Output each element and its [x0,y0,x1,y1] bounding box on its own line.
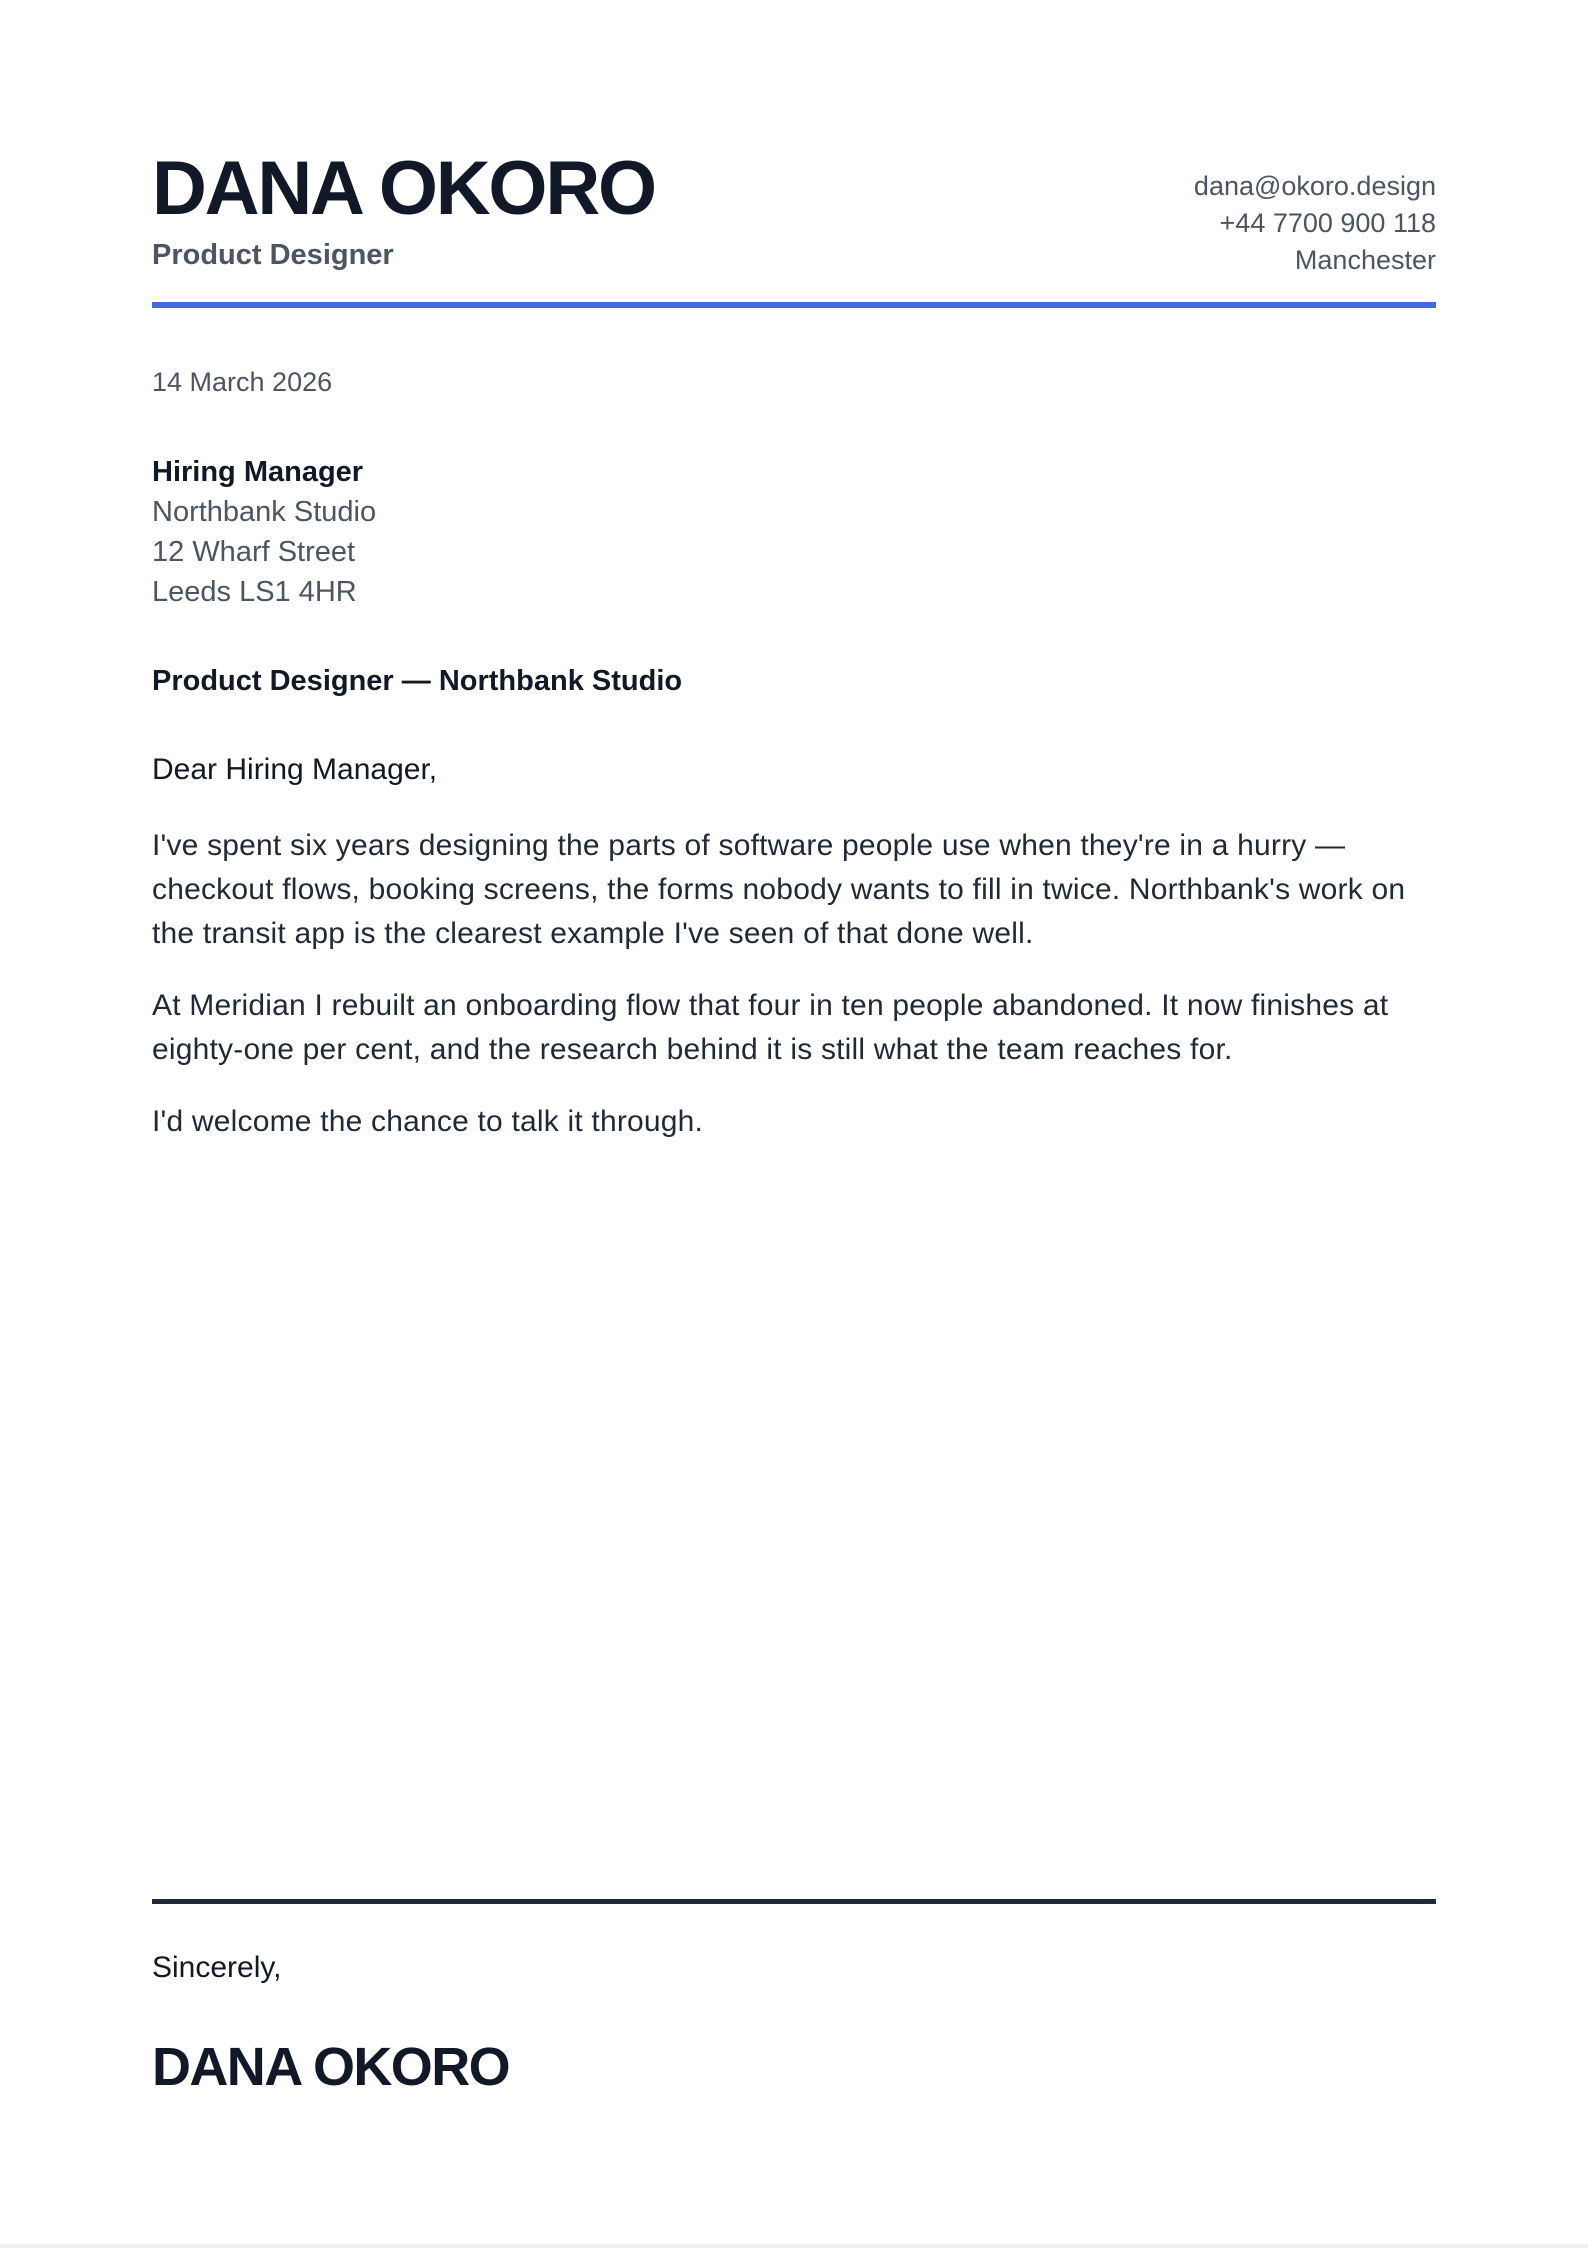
sender-name: DANA OKORO [152,146,655,231]
recipient-company: Northbank Studio [152,496,377,528]
contact-email: dana@okoro.design [1193,171,1436,201]
page-bottom-edge [0,2244,1588,2248]
letter-body [152,824,1436,1172]
closing: Sincerely, [152,1951,282,1984]
recipient-name: Hiring Manager [152,456,364,488]
header-accent-rule [152,302,1436,308]
signature-name: DANA OKORO [152,2037,509,2097]
body-paragraph: At Meridian I rebuilt an onboarding flow that four in ten people abandoned. It now finishes at eighty-one per cent, and the research behind it is still what the team reaches for. [152,989,1389,1066]
letter-date: 14 March 2026 [152,367,333,397]
footer-divider-rule [152,1899,1436,1904]
contact-phone: +44 7700 900 118 [1219,208,1436,238]
salutation: Dear Hiring Manager, [152,753,438,786]
body-paragraph: I'd welcome the chance to talk it through. [152,1105,704,1138]
recipient-street: 12 Wharf Street [152,536,356,568]
subject-line: Product Designer — Northbank Studio [152,665,683,697]
contact-block [1194,168,1436,279]
recipient-address-block [152,452,376,612]
contact-city: Manchester [1294,245,1436,275]
sender-role: Product Designer [152,239,394,271]
body-paragraph: I've spent six years designing the parts of software people use when they're in a hurry — checkout flows, booking screens, the forms nobody wants to fill in twice. Northbank's work on the transit app is the clearest example I've seen of that done well. [152,829,1406,950]
recipient-city-postcode: Leeds LS1 4HR [152,576,357,608]
